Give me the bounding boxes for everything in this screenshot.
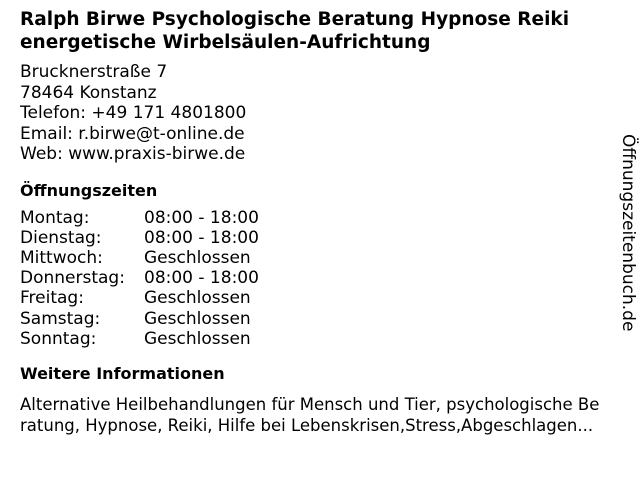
email-address[interactable]: Email: r.birwe@t-online.de [20,123,245,144]
hours-day: Dienstag: [20,227,102,248]
contact-block [20,62,620,165]
hours-day: Samstag: [20,308,101,329]
hours-day: Donnerstag: [20,268,125,289]
more-info-line-1: Alternative Heilbehandlungen für Mensch und Tier, psychologische Be [20,394,600,414]
more-info-heading: Weitere Informationen [20,363,225,383]
hours-day: Freitag: [20,288,84,309]
hours-day: Mittwoch: [20,247,103,268]
opening-hours-table [20,208,620,349]
business-title-line-2: energetische Wirbelsäulen-Aufrichtung [20,32,431,53]
business-title-line-1: Ralph Birwe Psychologische Beratung Hypnose Reiki [20,9,570,30]
hours-row-sunday [20,329,620,349]
hours-time: 08:00 - 18:00 [144,207,259,228]
hours-row-thursday [20,268,620,288]
phone-number[interactable]: Telefon: +49 171 4801800 [20,103,247,123]
brand-watermark[interactable]: Öffnungszeitenbuch.de [618,134,638,332]
street-address: Brucknerstraße 7 [20,62,168,82]
more-info-text [20,394,622,436]
hours-row-saturday [20,309,620,329]
hours-row-tuesday [20,228,620,248]
more-info-line-2: ratung, Hypnose, Reiki, Hilfe bei Lebenskrisen,Stress,Abgeschlagen... [20,415,594,435]
business-card [20,8,620,436]
hours-row-monday [20,208,620,228]
hours-day: Montag: [20,207,90,228]
hours-time: Geschlossen [144,247,251,268]
opening-hours-heading: Öffnungszeiten [20,180,158,200]
hours-row-friday [20,288,620,308]
hours-time: Geschlossen [144,288,251,309]
business-title [20,8,620,54]
hours-time: 08:00 - 18:00 [144,227,259,248]
hours-time: Geschlossen [144,328,251,349]
hours-time: Geschlossen [144,308,251,329]
website-link[interactable]: Web: www.praxis-birwe.de [20,144,246,164]
hours-time: 08:00 - 18:00 [144,268,259,289]
hours-day: Sonntag: [20,328,97,349]
city-address: 78464 Konstanz [20,82,157,103]
hours-row-wednesday [20,248,620,268]
